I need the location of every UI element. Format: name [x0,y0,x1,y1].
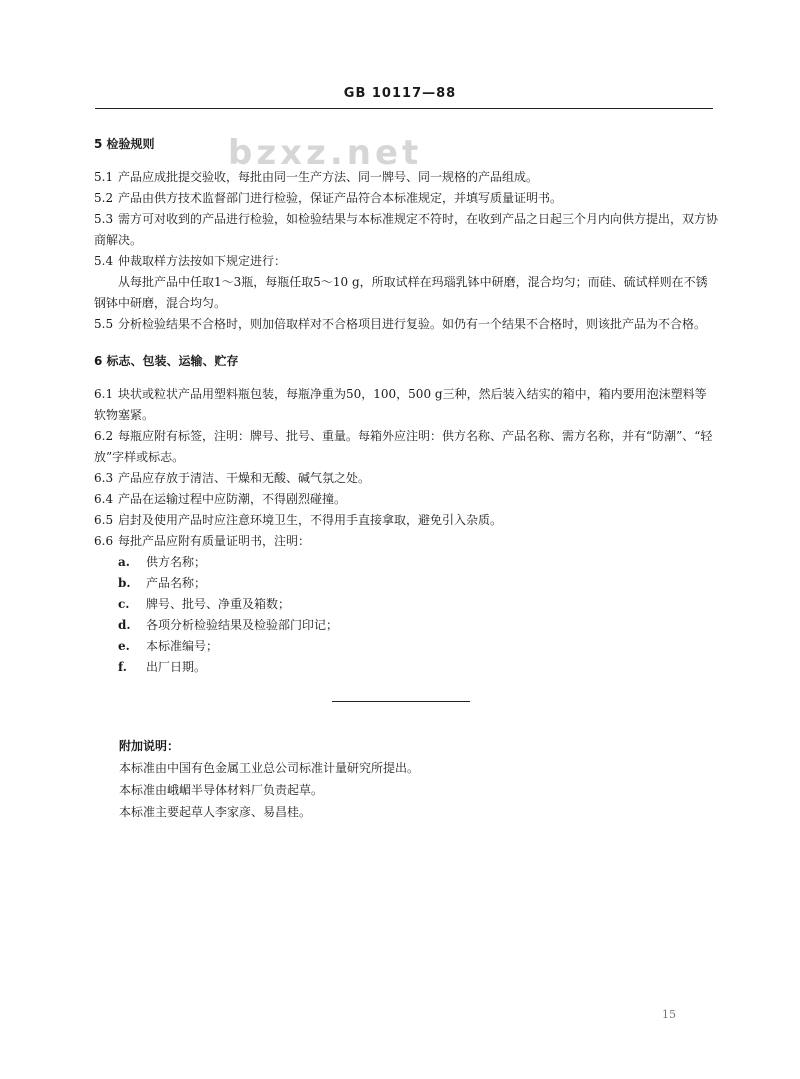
clause-text: 产品应成批提交验收，每批由同一生产方法、同一牌号、同一规格的产品组成。 [118,170,539,184]
clause-6-5 [94,510,718,531]
appendix-title: 附加说明： [119,739,180,753]
clause-text: 每瓶应附有标签，注明：牌号、批号、重量。每箱外应注明：供方名称、产品名称、需方名称，并有“防潮”、“轻放”字样或标志。 [94,429,713,464]
appendix-line: 本标准由中国有色金属工业总公司标准计量研究所提出。 [119,761,420,775]
clause-text: 需方可对收到的产品进行检验，如检验结果与本标准规定不符时，在收到产品之日起三个月内向供方提出，双方协商解决。 [94,212,719,247]
clause-number: 5.2 [94,191,114,205]
clause-number: 6.4 [94,492,114,506]
clause-text: 产品由供方技术监督部门进行检验，保证产品符合本标准规定，并填写质量证明书。 [118,191,563,205]
clause-5-2 [94,188,718,209]
section-5-title: 5 检验规则 [94,137,155,151]
clause-text: 产品应存放于清洁、干燥和无酸、碱气氛之处。 [118,471,371,485]
clause-6-1 [94,384,718,426]
clause-6-2 [94,426,718,468]
list-text: 供方名称； [146,555,207,569]
end-divider [332,701,470,702]
clause-text: 块状或粒状产品用塑料瓶包装，每瓶净重为50，100，500 g三种，然后装入结实的箱中，箱内要用泡沫塑料等软物塞紧。 [94,387,707,422]
list-text: 产品名称； [146,576,207,590]
list-text: 本标准编号； [146,639,219,653]
list-text: 出厂日期。 [146,660,207,674]
certificate-items-list [94,552,718,678]
list-letter: f. [118,660,127,674]
clause-text: 分析检验结果不合格时，则加倍取样对不合格项目进行复验。如仍有一个结果不合格时，则该批产品为不合格。 [118,317,707,331]
list-letter: c. [118,597,130,611]
appendix-line: 本标准由峨嵋半导体材料厂负责起草。 [119,783,324,797]
clause-number: 5.5 [94,317,114,331]
clause-number: 5.3 [94,212,114,226]
watermark: bzxz.net [228,133,423,173]
clause-number: 6.1 [94,387,114,401]
clause-5-4-detail: 从每批产品中任取1～3瓶，每瓶任取5～10 g，所取试样在玛瑙乳钵中研磨，混合均匀；而硅、硫试样则在不锈钢钵中研磨，混合均匀。 [94,275,708,310]
clause-text: 每批产品应附有质量证明书，注明： [118,534,311,548]
list-letter: e. [118,639,130,653]
clause-6-4 [94,489,718,510]
clause-number: 5.1 [94,170,114,184]
clause-5-4 [94,251,718,272]
clause-5-3 [94,209,718,251]
list-letter: a. [118,555,130,569]
clause-number: 6.5 [94,513,114,527]
clause-text: 仲裁取样方法按如下规定进行： [118,254,287,268]
section-6-title: 6 标志、包装、运输、贮存 [94,354,239,368]
clause-text: 产品在运输过程中应防潮，不得剧烈碰撞。 [118,492,347,506]
appendix-notes [119,735,679,823]
page-number: 15 [662,1008,676,1021]
clause-6-3 [94,468,718,489]
clause-5-5 [94,314,718,335]
header-rule [95,108,713,109]
list-text: 牌号、批号、净重及箱数； [146,597,291,611]
list-letter: d. [118,618,131,632]
list-text: 各项分析检验结果及检验部门印记； [146,618,339,632]
list-item [94,573,718,594]
clause-6-6 [94,531,718,552]
list-item [94,636,718,657]
clause-number: 6.3 [94,471,114,485]
list-item [94,657,718,678]
list-item [94,552,718,573]
list-item [94,615,718,636]
list-item [94,594,718,615]
clause-5-1 [94,167,718,188]
standard-number-header: GB 10117—88 [343,86,457,101]
document-body [94,130,718,678]
clause-number: 5.4 [94,254,114,268]
clause-number: 6.2 [94,429,114,443]
clause-text: 启封及使用产品时应注意环境卫生，不得用手直接拿取，避免引入杂质。 [118,513,503,527]
clause-number: 6.6 [94,534,114,548]
list-letter: b. [118,576,131,590]
appendix-line: 本标准主要起草人李家彦、易昌桂。 [119,805,312,819]
